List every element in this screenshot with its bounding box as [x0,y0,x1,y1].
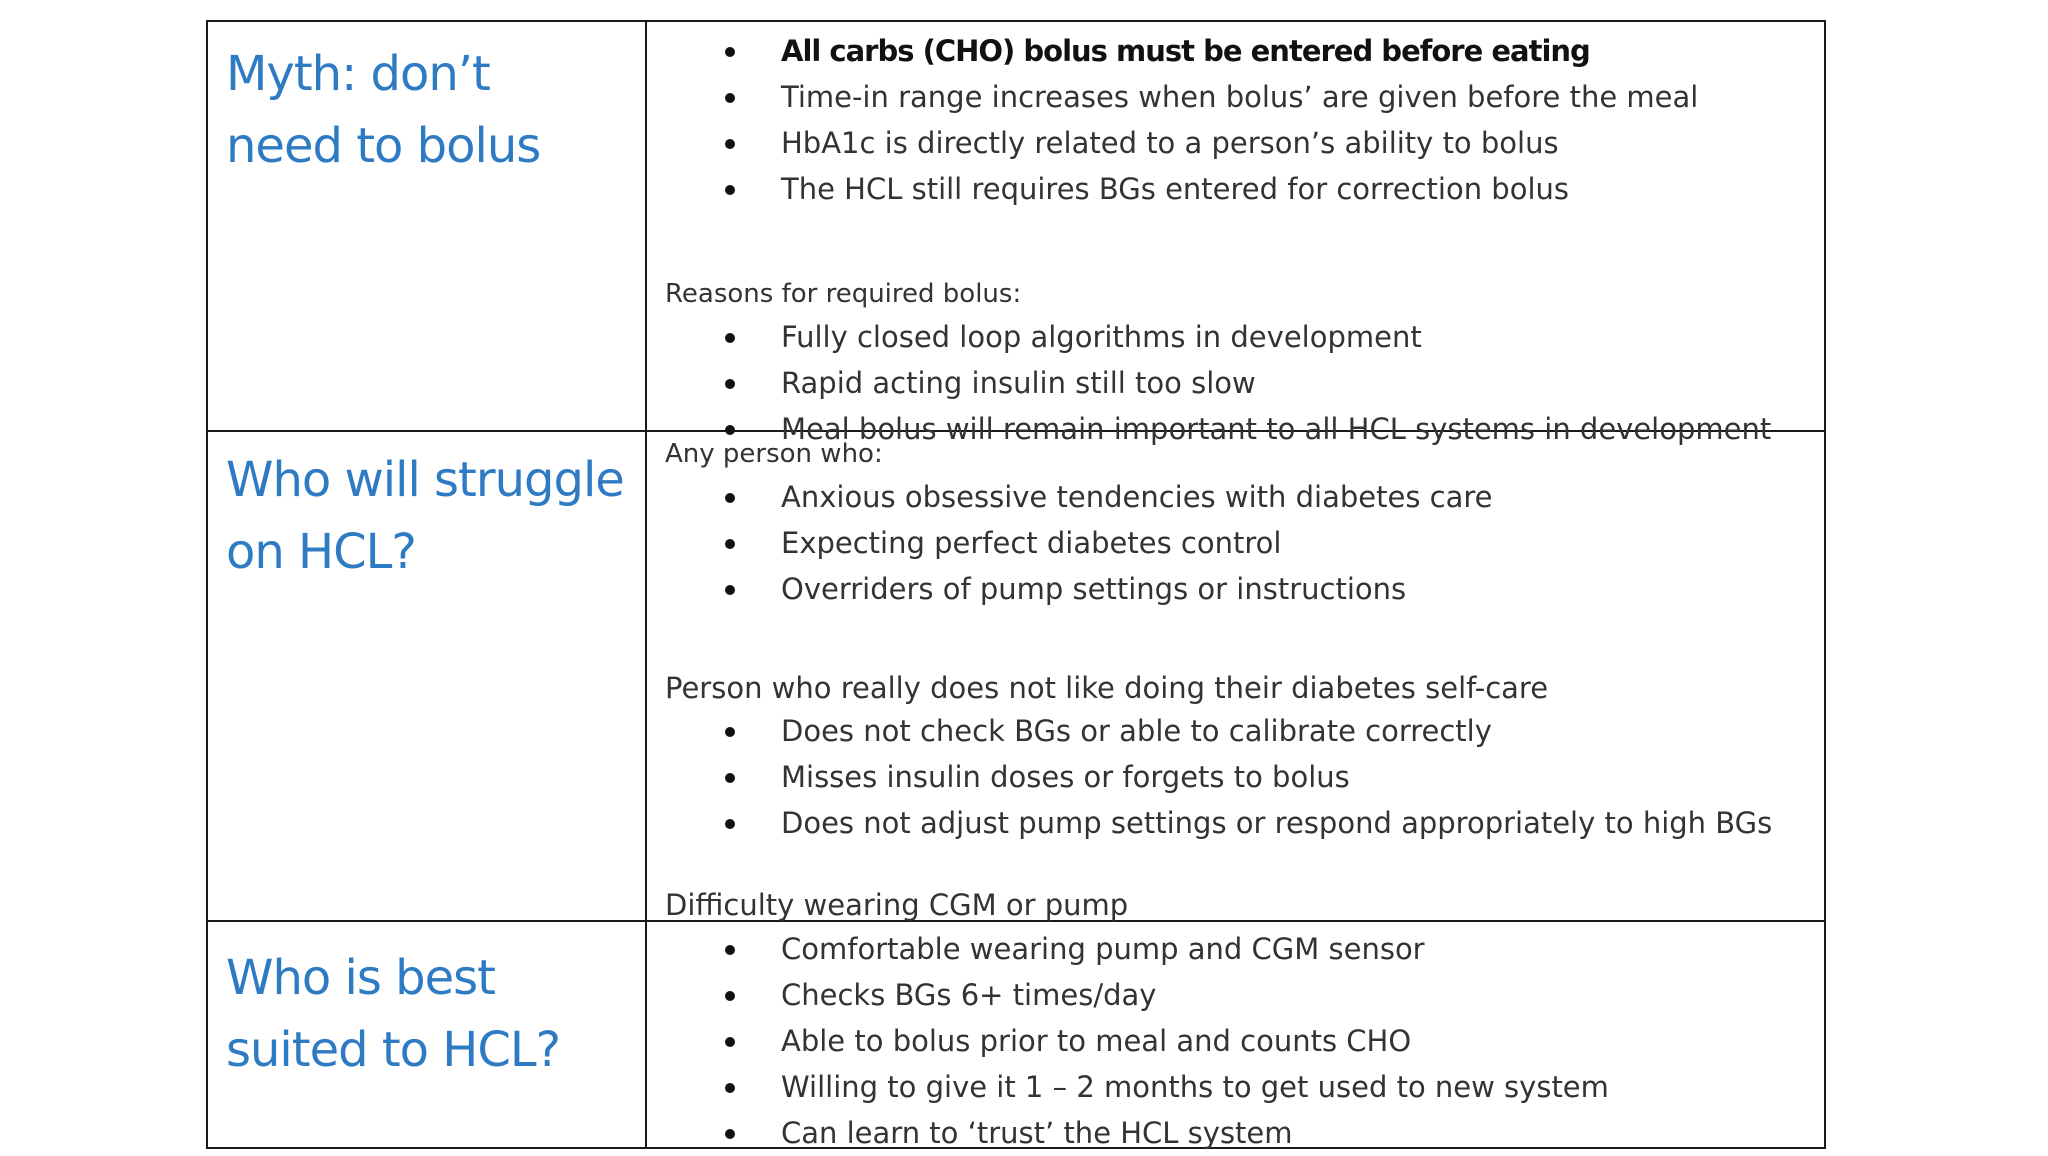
list-item-text: Can learn to ‘trust’ the HCL system [781,1116,1293,1150]
bullet-icon [725,1037,735,1047]
bullet-icon [725,139,735,149]
bullet-icon [725,333,735,343]
list-item-text: HbA1c is directly related to a person’s ability to bolus [781,126,1559,160]
heading-cell [208,22,647,430]
table-row-bolus-myth [208,22,1824,446]
bullet-icon [725,727,735,737]
row-heading [226,444,624,588]
heading-line: Who will struggle [226,452,624,508]
heading-cell [208,432,647,920]
list-item [647,166,1824,212]
list-item-text: Anxious obsessive tendencies with diabetes care [781,480,1493,514]
bullet-icon [725,1083,735,1093]
list-item-text: Comfortable wearing pump and CGM sensor [781,932,1425,966]
list-item-text: Meal bolus will remain important to all HCL systems in development [781,412,1772,446]
content-cell [647,922,1824,1149]
heading-cell [208,922,647,1149]
bullet-icon [725,93,735,103]
bullet-icon [725,493,735,503]
list-item [647,926,1824,972]
list-item-text: Able to bolus prior to meal and counts CHO [781,1024,1412,1058]
bullet-icon [725,585,735,595]
bullet-icon [725,991,735,1001]
table-row-struggle [208,432,1824,922]
bullet-list [647,474,1824,612]
bullet-icon [725,819,735,829]
subheading: Difficulty wearing CGM or pump [665,888,1129,922]
list-item [647,1064,1824,1110]
table-row-best-suited [208,922,1824,1149]
heading-line: suited to HCL? [226,1022,561,1078]
list-item [647,1110,1824,1156]
info-table [206,20,1826,1149]
bullet-icon [725,945,735,955]
bullet-icon [725,1129,735,1139]
list-item-text: Willing to give it 1 – 2 months to get used to new system [781,1070,1609,1104]
list-item-text: Time-in range increases when bolus’ are given before the meal [781,80,1699,114]
list-item-text: The HCL still requires BGs entered for correction bolus [781,172,1569,206]
row-heading [226,942,560,1086]
subheading: Person who really does not like doing their diabetes self-care [665,671,1549,705]
subheading: Reasons for required bolus: [665,279,1022,309]
list-item [647,1018,1824,1064]
list-item [647,314,1824,360]
list-item [647,566,1824,612]
list-item-text: Rapid acting insulin still too slow [781,366,1256,400]
list-item-text: Misses insulin doses or forgets to bolus [781,760,1350,794]
list-item [647,708,1824,754]
list-item [647,28,1824,74]
list-item-text: All carbs (CHO) bolus must be entered before eating [781,34,1590,68]
list-item-text: Fully closed loop algorithms in development [781,320,1422,354]
row-heading [226,38,540,182]
heading-line: Myth: don’t [226,46,490,102]
heading-line: on HCL? [226,524,416,580]
list-item [647,520,1824,566]
bullet-list [647,926,1824,1156]
bullet-icon [725,773,735,783]
bullet-list [647,28,1824,212]
content-cell [647,22,1824,446]
list-item [647,74,1824,120]
bullet-icon [725,47,735,57]
list-item [647,754,1824,800]
list-item-text: Expecting perfect diabetes control [781,526,1282,560]
subheading: Any person who: [665,439,883,469]
heading-line: need to bolus [226,118,541,174]
bullet-icon [725,539,735,549]
list-item [647,972,1824,1018]
list-item [647,474,1824,520]
list-item-text: Does not check BGs or able to calibrate correctly [781,714,1492,748]
list-item [647,360,1824,406]
bullet-icon [725,379,735,389]
content-cell [647,432,1824,920]
list-item-text: Overriders of pump settings or instructions [781,572,1407,606]
bullet-icon [725,185,735,195]
list-item-text: Checks BGs 6+ times/day [781,978,1157,1012]
list-item [647,800,1824,846]
heading-line: Who is best [226,950,495,1006]
list-item-text: Does not adjust pump settings or respond appropriately to high BGs [781,806,1773,840]
bullet-list [647,708,1824,846]
list-item [647,120,1824,166]
